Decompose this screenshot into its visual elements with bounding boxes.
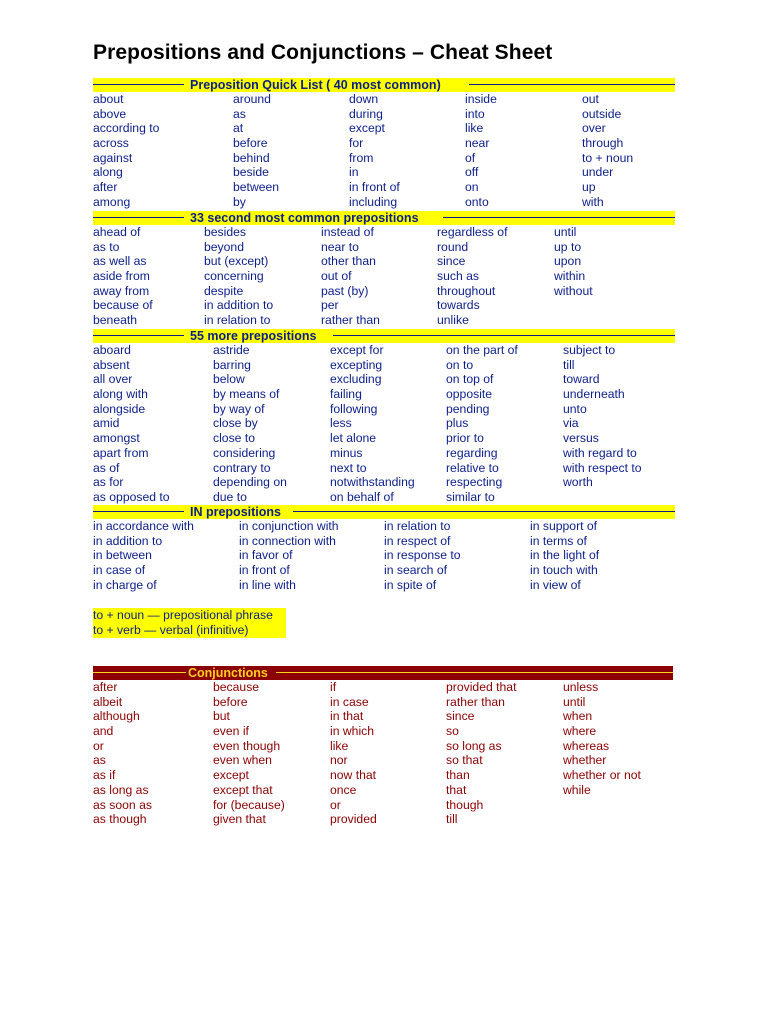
word-cell: in the light of	[530, 548, 600, 563]
grid-row	[93, 180, 675, 195]
grid-row	[93, 431, 675, 446]
word-cell: ahead of	[93, 225, 141, 239]
grid-row	[93, 254, 675, 269]
word-cell: for	[349, 136, 364, 151]
word-cell: with	[582, 194, 604, 209]
word-cell: in response to	[384, 548, 461, 563]
word-cell: before	[213, 694, 248, 709]
word-cell: amongst	[93, 431, 140, 446]
word-cell: all over	[93, 372, 133, 387]
word-cell: aside from	[93, 269, 150, 284]
word-cell: where	[563, 724, 597, 739]
word-cell: in spite of	[384, 577, 437, 592]
word-cell: inside	[465, 92, 497, 106]
word-cell: as well as	[93, 254, 147, 269]
header-rule-left	[93, 335, 184, 336]
grid-row	[93, 402, 675, 417]
word-cell: during	[349, 106, 383, 121]
word-cell: barring	[213, 357, 251, 372]
grid-row	[93, 195, 675, 210]
word-cell: outside	[582, 106, 622, 121]
word-cell: at	[233, 121, 244, 136]
grid-row	[93, 578, 675, 593]
grid-row	[93, 695, 673, 710]
grid-row	[93, 798, 673, 813]
word-cell: as soon as	[93, 797, 152, 812]
word-cell: beneath	[93, 313, 138, 328]
word-cell: unless	[563, 680, 599, 694]
word-cell: in case of	[93, 563, 146, 578]
word-cell: contrary to	[213, 460, 271, 475]
grid-row	[93, 724, 673, 739]
word-cell: although	[93, 709, 140, 724]
word-cell: in which	[330, 724, 375, 739]
word-cell: as opposed to	[93, 489, 170, 504]
word-cell: on behalf of	[330, 489, 394, 504]
word-cell: except that	[213, 782, 273, 797]
grid-row	[93, 680, 673, 695]
word-cell: throughout	[437, 283, 496, 298]
grid-row	[93, 534, 675, 549]
word-cell: toward	[563, 372, 600, 387]
section-header-label: 55 more prepositions	[190, 329, 317, 343]
word-cell: like	[465, 121, 484, 136]
section-conjunctions	[93, 666, 673, 827]
word-cell: given that	[213, 812, 266, 827]
grid-row	[93, 269, 675, 284]
word-cell: after	[93, 180, 118, 195]
word-cell: notwithstanding	[330, 475, 415, 490]
word-cell: by way of	[213, 401, 265, 416]
word-cell: in charge of	[93, 577, 157, 592]
section-header-second-common	[93, 211, 675, 225]
word-cell: in front of	[239, 563, 290, 578]
word-cell: because	[213, 680, 260, 694]
word-cell: according to	[93, 121, 160, 136]
word-cell: once	[330, 782, 357, 797]
section-header-label: IN prepositions	[190, 505, 281, 519]
word-cell: via	[563, 416, 579, 431]
word-cell: albeit	[93, 694, 123, 709]
word-grid	[93, 343, 675, 505]
word-cell: though	[446, 797, 484, 812]
grid-row	[93, 563, 675, 578]
word-cell: or	[330, 797, 341, 812]
word-cell: absent	[93, 357, 130, 372]
word-cell: in terms of	[530, 533, 587, 548]
word-cell: because of	[93, 298, 153, 313]
word-cell: close to	[213, 431, 256, 446]
word-cell: round	[437, 239, 469, 254]
word-cell: even though	[213, 738, 281, 753]
word-cell: plus	[446, 416, 469, 431]
section-header-quick-list	[93, 78, 675, 92]
word-cell: in view of	[530, 577, 581, 592]
grid-row	[93, 387, 675, 402]
word-cell: besides	[204, 225, 247, 239]
section-header-in	[93, 505, 675, 519]
grid-row	[93, 136, 675, 151]
section-header-label: Preposition Quick List ( 40 most common)	[190, 78, 441, 92]
word-cell: regarding	[446, 445, 498, 460]
grid-row	[93, 343, 675, 358]
grid-row	[93, 812, 673, 827]
word-cell: within	[554, 269, 586, 284]
word-cell: since	[446, 709, 475, 724]
word-cell: as long as	[93, 782, 149, 797]
word-cell: but	[213, 709, 230, 724]
word-cell: near to	[321, 239, 359, 254]
word-cell: or	[93, 738, 104, 753]
word-cell: unto	[563, 401, 587, 416]
grid-row	[93, 446, 675, 461]
word-cell: failing	[330, 387, 362, 402]
word-cell: instead of	[321, 225, 374, 239]
word-grid	[93, 92, 675, 210]
header-rule-left	[93, 84, 184, 85]
section-in	[93, 505, 675, 592]
word-cell: regardless of	[437, 225, 508, 239]
word-cell: while	[563, 782, 591, 797]
word-cell: rather than	[446, 694, 505, 709]
header-rule-left	[93, 511, 184, 512]
word-cell: that	[446, 782, 467, 797]
word-cell: in favor of	[239, 548, 293, 563]
word-cell: alongside	[93, 401, 146, 416]
grid-row	[93, 107, 675, 122]
word-cell: above	[93, 106, 127, 121]
section-second-common	[93, 211, 675, 328]
word-cell: as	[93, 753, 106, 768]
grid-row	[93, 739, 673, 754]
word-cell: so long as	[446, 738, 502, 753]
word-cell: in case	[330, 694, 369, 709]
note-to-verb: to + verb — verbal (infinitive)	[93, 623, 286, 638]
word-cell: per	[321, 298, 339, 313]
word-cell: until	[563, 694, 586, 709]
word-cell: following	[330, 401, 378, 416]
word-cell: till	[446, 812, 458, 827]
word-cell: whether or not	[563, 768, 641, 783]
word-cell: for (because)	[213, 797, 285, 812]
word-cell: beyond	[204, 239, 244, 254]
grid-row	[93, 298, 675, 313]
word-cell: up to	[554, 239, 582, 254]
word-cell: next to	[330, 460, 367, 475]
word-cell: as	[233, 106, 246, 121]
word-cell: among	[93, 194, 131, 209]
section-header-more	[93, 329, 675, 343]
word-cell: aboard	[93, 343, 131, 357]
word-cell: through	[582, 136, 624, 151]
word-cell: except for	[330, 343, 384, 357]
word-cell: like	[330, 738, 349, 753]
section-header-conjunctions	[93, 666, 673, 680]
word-cell: minus	[330, 445, 363, 460]
word-cell: behind	[233, 150, 270, 165]
word-cell: opposite	[446, 387, 493, 402]
word-cell: before	[233, 136, 268, 151]
word-cell: rather than	[321, 313, 380, 328]
word-cell: excepting	[330, 357, 383, 372]
word-cell: versus	[563, 431, 599, 446]
word-cell: in relation to	[204, 313, 271, 328]
word-cell: up	[582, 180, 596, 195]
word-cell: without	[554, 283, 593, 298]
grid-row	[93, 461, 675, 476]
word-cell: pending	[446, 401, 490, 416]
grid-row	[93, 225, 675, 240]
word-cell: amid	[93, 416, 120, 431]
section-header-label: 33 second most common prepositions	[190, 211, 419, 225]
word-cell: in front of	[349, 180, 400, 195]
grid-row	[93, 475, 675, 490]
grid-row	[93, 709, 673, 724]
word-cell: less	[330, 416, 352, 431]
word-cell: onto	[465, 194, 489, 209]
section-header-label: Conjunctions	[188, 666, 268, 680]
word-cell: concerning	[204, 269, 264, 284]
section-more	[93, 329, 675, 505]
word-cell: now that	[330, 768, 377, 783]
header-rule-right	[293, 511, 675, 512]
word-cell: as of	[93, 460, 120, 475]
word-cell: subject to	[563, 343, 616, 357]
word-cell: other than	[321, 254, 376, 269]
header-rule-right	[333, 335, 675, 336]
word-cell: to + noun	[582, 150, 634, 165]
grid-row	[93, 490, 675, 505]
word-cell: since	[437, 254, 466, 269]
word-grid	[93, 519, 675, 592]
word-cell: in accordance with	[93, 519, 194, 533]
word-cell: if	[330, 680, 337, 694]
word-cell: about	[93, 92, 124, 106]
word-cell: worth	[563, 475, 593, 490]
word-grid	[93, 680, 673, 827]
word-cell: considering	[213, 445, 276, 460]
word-cell: beside	[233, 165, 269, 180]
grid-row	[93, 165, 675, 180]
section-quick-list	[93, 78, 675, 210]
word-cell: with respect to	[563, 460, 642, 475]
grid-row	[93, 519, 675, 534]
header-rule-right	[443, 217, 675, 218]
word-cell: after	[93, 680, 118, 694]
word-cell: around	[233, 92, 271, 106]
word-cell: out of	[321, 269, 352, 284]
word-cell: as if	[93, 768, 116, 783]
grid-row	[93, 284, 675, 299]
word-cell: in between	[93, 548, 152, 563]
word-cell: apart from	[93, 445, 149, 460]
word-cell: when	[563, 709, 593, 724]
word-cell: except	[213, 768, 249, 783]
word-cell: such as	[437, 269, 480, 284]
word-cell: whether	[563, 753, 607, 768]
grid-row	[93, 313, 675, 328]
word-cell: with regard to	[563, 445, 637, 460]
word-cell: near	[465, 136, 490, 151]
word-cell: similar to	[446, 489, 495, 504]
word-cell: so	[446, 724, 459, 739]
word-cell: in addition to	[204, 298, 274, 313]
word-cell: depending on	[213, 475, 287, 490]
word-cell: along	[93, 165, 123, 180]
word-cell: towards	[437, 298, 480, 313]
word-cell: despite	[204, 283, 244, 298]
word-cell: in touch with	[530, 563, 598, 578]
word-cell: nor	[330, 753, 348, 768]
word-cell: in connection with	[239, 533, 336, 548]
word-cell: provided that	[446, 680, 517, 694]
word-cell: below	[213, 372, 245, 387]
word-cell: as to	[93, 239, 120, 254]
word-cell: out	[582, 92, 599, 106]
grid-row	[93, 358, 675, 373]
word-cell: upon	[554, 254, 582, 269]
word-cell: down	[349, 92, 379, 106]
word-cell: due to	[213, 489, 247, 504]
grid-row	[93, 151, 675, 166]
grid-row	[93, 92, 675, 107]
word-cell: relative to	[446, 460, 499, 475]
grid-row	[93, 548, 675, 563]
word-cell: till	[563, 357, 575, 372]
word-cell: in search of	[384, 563, 448, 578]
word-cell: so that	[446, 753, 483, 768]
word-cell: prior to	[446, 431, 484, 446]
word-cell: excluding	[330, 372, 382, 387]
page-title: Prepositions and Conjunctions – Cheat Sheet	[93, 41, 553, 64]
word-cell: along with	[93, 387, 148, 402]
word-cell: until	[554, 225, 577, 239]
word-cell: including	[349, 194, 398, 209]
word-cell: but (except)	[204, 254, 269, 269]
word-cell: respecting	[446, 475, 503, 490]
grid-row	[93, 768, 673, 783]
word-cell: under	[582, 165, 614, 180]
word-cell: and	[93, 724, 114, 739]
word-cell: against	[93, 150, 133, 165]
word-cell: in	[349, 165, 359, 180]
word-cell: even if	[213, 724, 249, 739]
word-cell: by	[233, 194, 246, 209]
word-cell: astride	[213, 343, 250, 357]
word-cell: whereas	[563, 738, 610, 753]
header-rule-left	[93, 217, 184, 218]
header-rule-right	[469, 84, 675, 85]
note-to-noun: to + noun — prepositional phrase	[93, 608, 286, 623]
word-cell: in conjunction with	[239, 519, 339, 533]
header-rule-left	[93, 672, 186, 673]
word-cell: underneath	[563, 387, 625, 402]
word-cell: in addition to	[93, 533, 163, 548]
word-cell: than	[446, 768, 470, 783]
word-cell: in line with	[239, 577, 296, 592]
word-cell: as though	[93, 812, 147, 827]
word-cell: in that	[330, 709, 364, 724]
word-cell: into	[465, 106, 485, 121]
word-cell: in support of	[530, 519, 598, 533]
word-cell: unlike	[437, 313, 469, 328]
word-cell: in relation to	[384, 519, 451, 533]
word-cell: from	[349, 150, 374, 165]
word-cell: of	[465, 150, 476, 165]
word-cell: as for	[93, 475, 124, 490]
word-cell: between	[233, 180, 280, 195]
word-cell: on top of	[446, 372, 494, 387]
header-rule-right	[276, 672, 673, 673]
word-cell: across	[93, 136, 129, 151]
grid-row	[93, 121, 675, 136]
word-cell: past (by)	[321, 283, 369, 298]
grid-row	[93, 372, 675, 387]
grid-row	[93, 753, 673, 768]
word-cell: over	[582, 121, 606, 136]
word-cell: let alone	[330, 431, 377, 446]
word-cell: except	[349, 121, 385, 136]
word-cell: on to	[446, 357, 474, 372]
grid-row	[93, 783, 673, 798]
grid-row	[93, 416, 675, 431]
word-cell: in respect of	[384, 533, 451, 548]
word-cell: on	[465, 180, 479, 195]
word-cell: provided	[330, 812, 377, 827]
word-cell: even when	[213, 753, 272, 768]
word-cell: close by	[213, 416, 258, 431]
word-grid	[93, 225, 675, 328]
word-cell: on the part of	[446, 343, 518, 357]
word-cell: away from	[93, 283, 150, 298]
grid-row	[93, 240, 675, 255]
word-cell: off	[465, 165, 479, 180]
word-cell: by means of	[213, 387, 280, 402]
